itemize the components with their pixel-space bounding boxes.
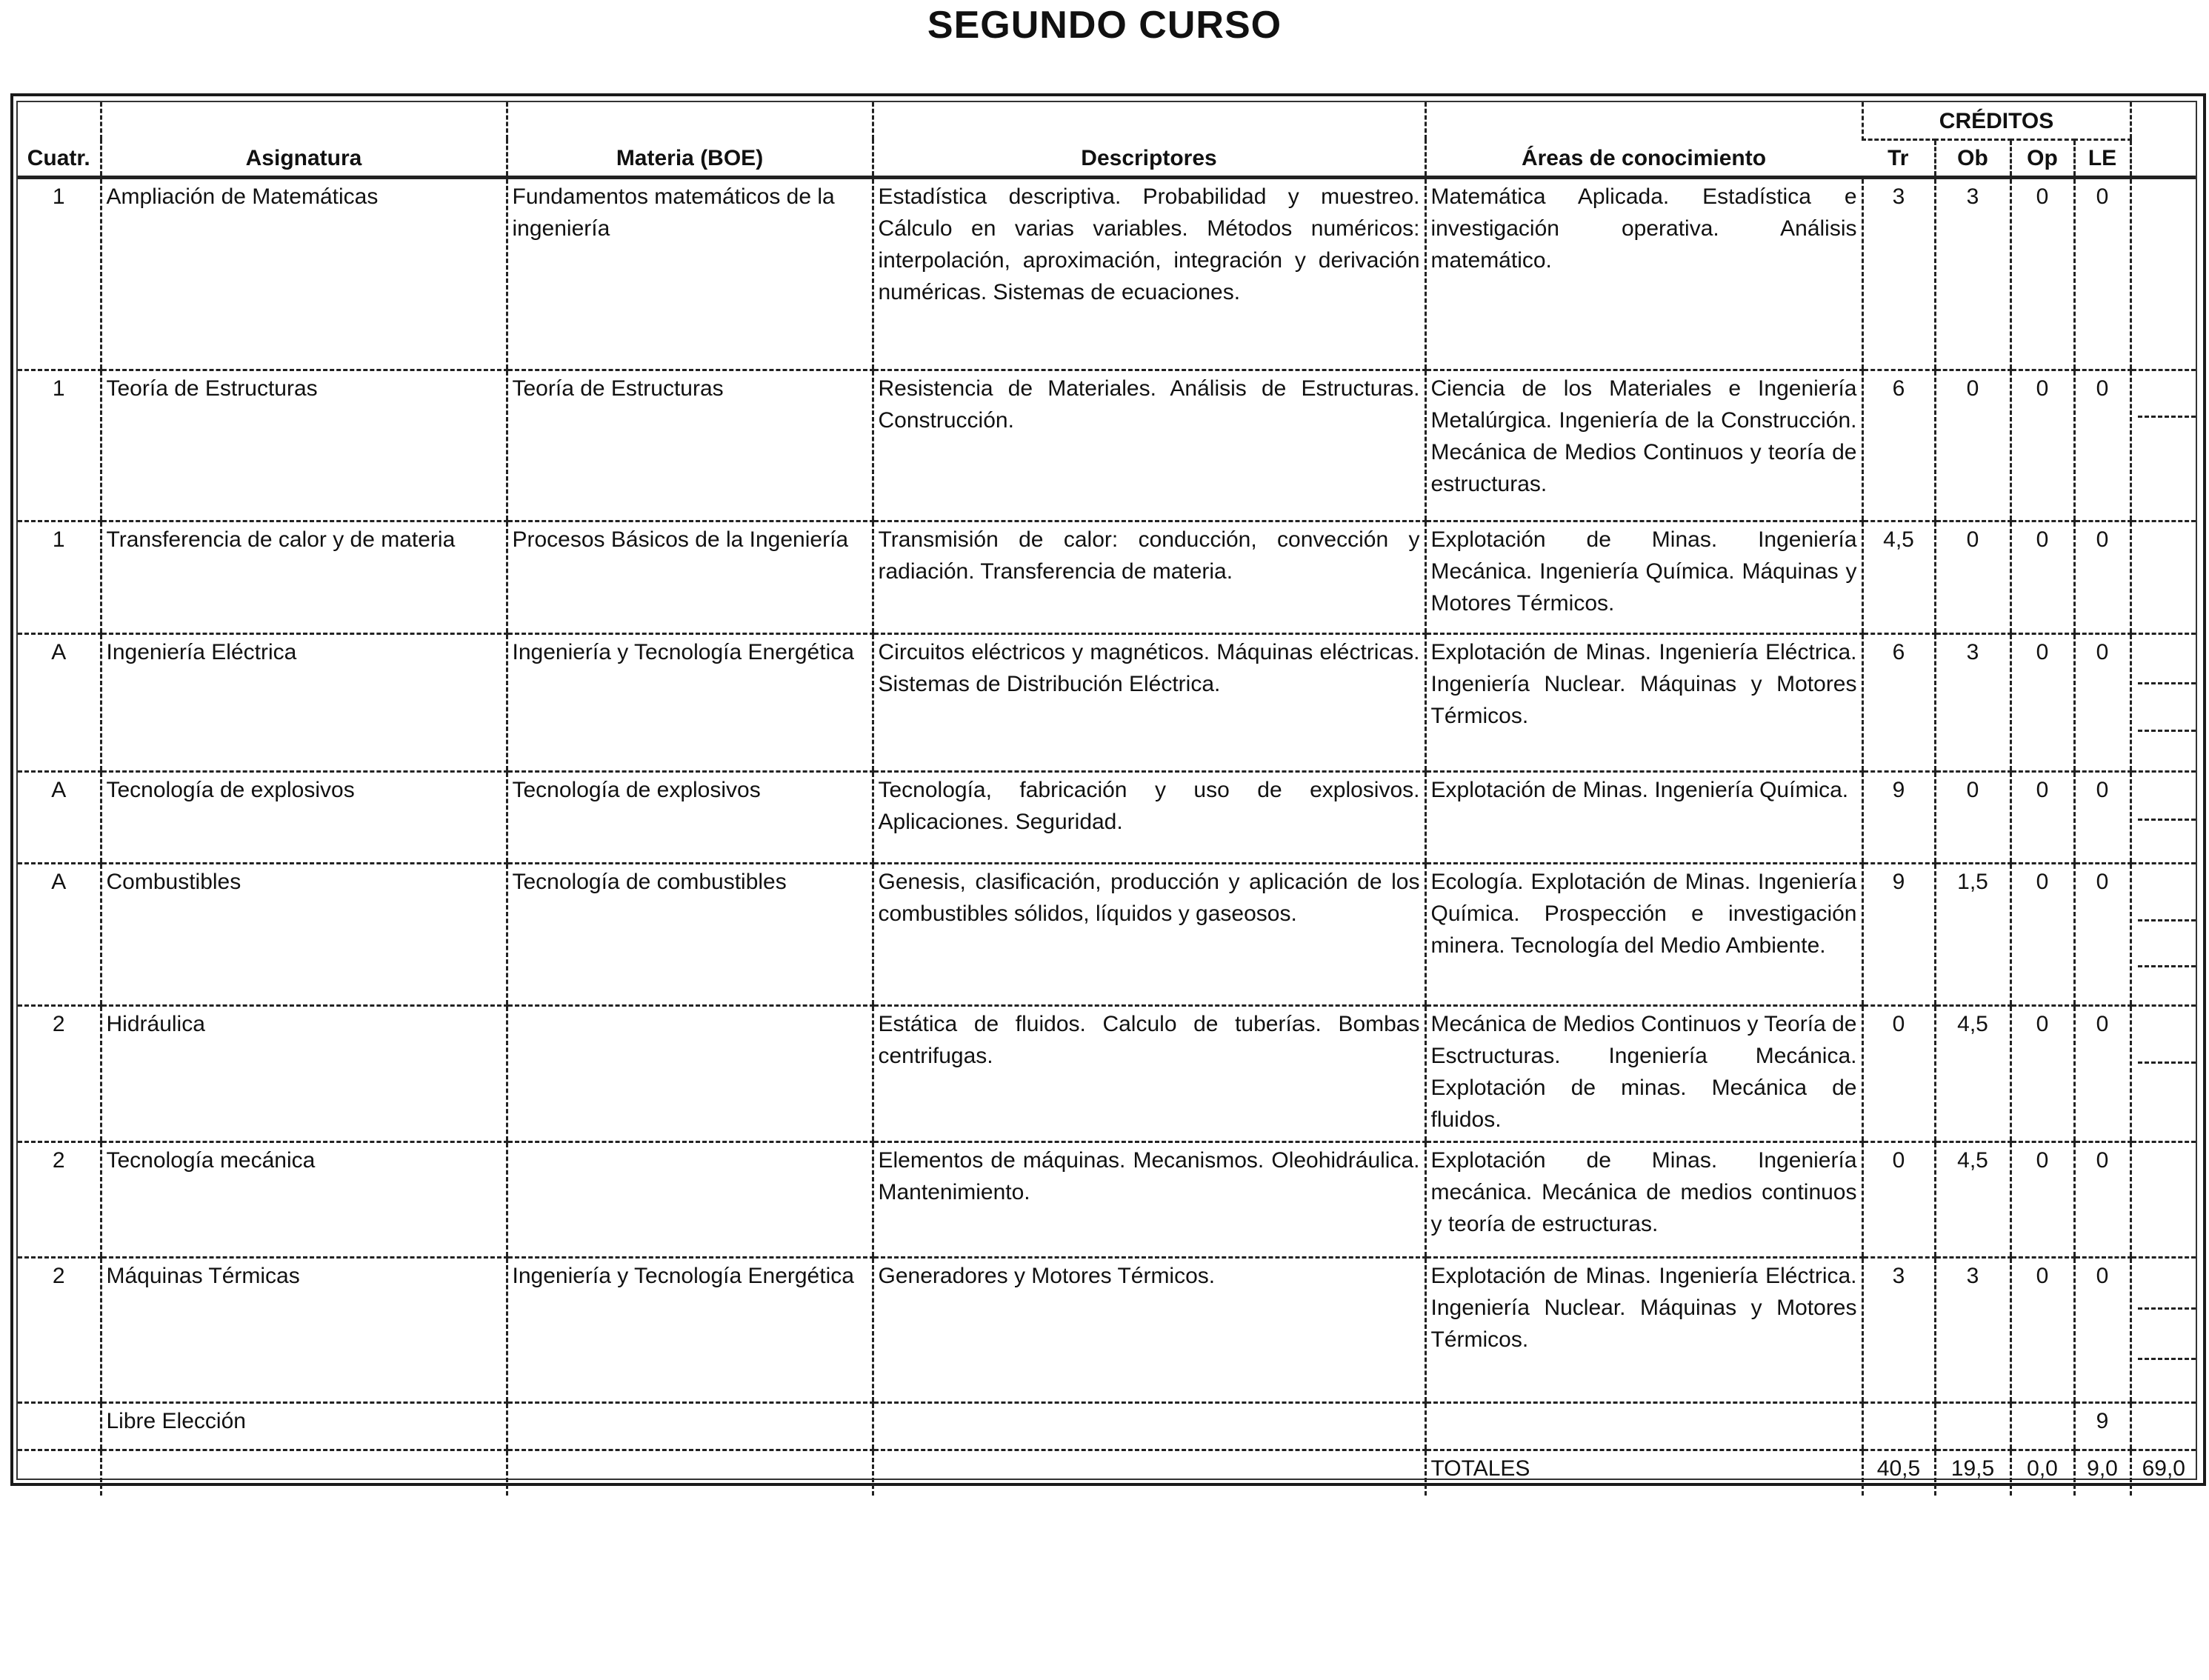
cell-extra [2130,1402,2196,1450]
header-cuatr: Cuatr. [18,102,101,177]
cell-extra [2130,521,2196,633]
cell-tr: 6 [1862,633,1935,771]
cell-ob [1935,1402,2010,1450]
cell-descriptores: Tecnología, fabricación y uso de explosivos. Aplicaciones. Seguridad. [873,771,1425,863]
cell-le: 0 [2074,1005,2130,1141]
cell-le: 0 [2074,771,2130,863]
cell-areas [1425,1402,1862,1450]
cell-materia: Ingeniería y Tecnología Energética [507,633,873,771]
cell-totales-label: TOTALES [1425,1450,1862,1496]
cell-descriptores: Estática de fluidos. Calculo de tuberías. Bombas centrifugas. [873,1005,1425,1141]
cell-ob: 3 [1935,177,2010,370]
cell-tr [1862,1402,1935,1450]
cell-le: 0 [2074,370,2130,521]
cell-op: 0 [2010,521,2074,633]
cell-areas: Explotación de Minas. Ingeniería Eléctrica. Ingeniería Nuclear. Máquinas y Motores Térmicos. [1425,633,1862,771]
cell-total-all: 69,0 [2130,1450,2196,1496]
dash-mark [2138,1307,2196,1310]
cell-asignatura: Combustibles [101,863,507,1005]
cell-libre-label: Libre Elección [101,1402,507,1450]
cell-ob: 0 [1935,370,2010,521]
cell-extra [2130,633,2196,771]
cell-total-op: 0,0 [2010,1450,2074,1496]
cell-asignatura: Máquinas Térmicas [101,1257,507,1402]
cell-areas: Explotación de Minas. Ingeniería Eléctrica. Ingeniería Nuclear. Máquinas y Motores Térmicos. [1425,1257,1862,1402]
cell-op: 0 [2010,1005,2074,1141]
cell-op: 0 [2010,771,2074,863]
header-row-top [18,102,2196,139]
dash-mark [2138,730,2196,732]
table-row [18,1005,2196,1141]
cell-extra [2130,1005,2196,1141]
cell-ob: 0 [1935,771,2010,863]
header-tr: Tr [1862,139,1935,177]
header-materia: Materia (BOE) [507,102,873,177]
cell-asignatura: Ingeniería Eléctrica [101,633,507,771]
cell-cuatr: 2 [18,1257,101,1402]
cell-op: 0 [2010,1141,2074,1257]
cell-op: 0 [2010,177,2074,370]
cell-areas: Mecánica de Medios Continuos y Teoría de Esctructuras. Ingeniería Mecánica. Explotación de minas. Mecánica de fluidos. [1425,1005,1862,1141]
cell-materia: Teoría de Estructuras [507,370,873,521]
cell-le: 0 [2074,521,2130,633]
cell-areas: Explotación de Minas. Ingeniería Química. [1425,771,1862,863]
cell-tr: 4,5 [1862,521,1935,633]
cell-le: 0 [2074,177,2130,370]
cell-materia: Fundamentos matemáticos de la ingeniería [507,177,873,370]
libre-eleccion-row [18,1402,2196,1450]
cell-areas: Explotación de Minas. Ingeniería Mecánica. Ingeniería Química. Máquinas y Motores Térmicos. [1425,521,1862,633]
cell-total-ob: 19,5 [1935,1450,2010,1496]
cell-le: 0 [2074,1141,2130,1257]
cell-materia: Tecnología de explosivos [507,771,873,863]
header-ob: Ob [1935,139,2010,177]
cell-ob: 4,5 [1935,1005,2010,1141]
cell-extra [2130,771,2196,863]
cell-ob: 3 [1935,1257,2010,1402]
cell-materia [507,1141,873,1257]
cell-le: 0 [2074,1257,2130,1402]
cell-descriptores: Elementos de máquinas. Mecanismos. Oleohidráulica. Mantenimiento. [873,1141,1425,1257]
cell-cuatr: A [18,633,101,771]
header-areas: Áreas de conocimiento [1425,102,1862,177]
cell-descriptores: Circuitos eléctricos y magnéticos. Máquinas eléctricas. Sistemas de Distribución Eléctrica. [873,633,1425,771]
cell-tr: 6 [1862,370,1935,521]
dash-mark [2138,416,2196,418]
cell-extra [2130,1257,2196,1402]
header-creditos: CRÉDITOS [1862,102,2130,139]
course-table [18,102,2196,1496]
header-descriptores: Descriptores [873,102,1425,177]
page-title: SEGUNDO CURSO [927,4,1282,47]
totals-row [18,1450,2196,1496]
table-row [18,521,2196,633]
table-row [18,771,2196,863]
cell-op: 0 [2010,1257,2074,1402]
cell-op: 0 [2010,863,2074,1005]
cell-asignatura: Hidráulica [101,1005,507,1141]
cell-cuatr: A [18,863,101,1005]
cell-tr: 9 [1862,771,1935,863]
cell-descriptores [873,1450,1425,1496]
cell-descriptores: Generadores y Motores Térmicos. [873,1257,1425,1402]
cell-ob: 4,5 [1935,1141,2010,1257]
table-row [18,177,2196,370]
cell-materia [507,1005,873,1141]
cell-le: 0 [2074,633,2130,771]
cell-cuatr: 1 [18,177,101,370]
cell-cuatr [18,1450,101,1496]
cell-cuatr: 1 [18,370,101,521]
cell-cuatr: 1 [18,521,101,633]
dash-mark [2138,1061,2196,1064]
cell-extra [2130,863,2196,1005]
cell-tr: 3 [1862,177,1935,370]
table-row [18,1257,2196,1402]
cell-total-tr: 40,5 [1862,1450,1935,1496]
cell-cuatr: 2 [18,1005,101,1141]
cell-materia [507,1402,873,1450]
cell-areas: Matemática Aplicada. Estadística e investigación operativa. Análisis matemático. [1425,177,1862,370]
cell-cuatr [18,1402,101,1450]
header-extra [2130,102,2196,177]
cell-op [2010,1402,2074,1450]
cell-asignatura [101,1450,507,1496]
dash-mark [2138,682,2196,684]
header-asignatura: Asignatura [101,102,507,177]
dash-mark [2138,965,2196,967]
cell-materia: Ingeniería y Tecnología Energética [507,1257,873,1402]
cell-descriptores: Genesis, clasificación, producción y aplicación de los combustibles sólidos, líquidos y gaseosos. [873,863,1425,1005]
cell-op: 0 [2010,370,2074,521]
dash-mark [2138,1358,2196,1360]
cell-descriptores: Estadística descriptiva. Probabilidad y muestreo. Cálculo en varias variables. Métodos numéricos: interpolación, aproximación, integración y derivación numéricas. Sistemas de ecuaciones. [873,177,1425,370]
cell-op: 0 [2010,633,2074,771]
cell-materia: Tecnología de combustibles [507,863,873,1005]
cell-asignatura: Teoría de Estructuras [101,370,507,521]
table-row [18,1141,2196,1257]
cell-areas: Ciencia de los Materiales e Ingeniería Metalúrgica. Ingeniería de la Construcción. Mecánica de Medios Continuos y teoría de estructuras. [1425,370,1862,521]
cell-asignatura: Tecnología de explosivos [101,771,507,863]
cell-areas: Ecología. Explotación de Minas. Ingeniería Química. Prospección e investigación minera. Tecnología del Medio Ambiente. [1425,863,1862,1005]
cell-materia: Procesos Básicos de la Ingeniería [507,521,873,633]
cell-extra [2130,1141,2196,1257]
cell-areas: Explotación de Minas. Ingeniería mecánica. Mecánica de medios continuos y teoría de estructuras. [1425,1141,1862,1257]
cell-cuatr: A [18,771,101,863]
cell-asignatura: Transferencia de calor y de materia [101,521,507,633]
cell-ob: 0 [1935,521,2010,633]
cell-tr: 9 [1862,863,1935,1005]
cell-ob: 3 [1935,633,2010,771]
cell-descriptores: Transmisión de calor: conducción, convección y radiación. Transferencia de materia. [873,521,1425,633]
table-row [18,863,2196,1005]
cell-extra [2130,370,2196,521]
cell-descriptores: Resistencia de Materiales. Análisis de Estructuras. Construcción. [873,370,1425,521]
cell-ob: 1,5 [1935,863,2010,1005]
cell-le: 0 [2074,863,2130,1005]
cell-cuatr: 2 [18,1141,101,1257]
dash-mark [2138,819,2196,821]
header-op: Op [2010,139,2074,177]
cell-tr: 0 [1862,1005,1935,1141]
cell-tr: 3 [1862,1257,1935,1402]
table-row [18,633,2196,771]
cell-total-le: 9,0 [2074,1450,2130,1496]
cell-asignatura: Tecnología mecánica [101,1141,507,1257]
cell-le: 9 [2074,1402,2130,1450]
cell-tr: 0 [1862,1141,1935,1257]
table-row [18,370,2196,521]
cell-materia [507,1450,873,1496]
cell-extra [2130,177,2196,370]
header-le: LE [2074,139,2130,177]
cell-descriptores [873,1402,1425,1450]
cell-asignatura: Ampliación de Matemáticas [101,177,507,370]
dash-mark [2138,919,2196,921]
